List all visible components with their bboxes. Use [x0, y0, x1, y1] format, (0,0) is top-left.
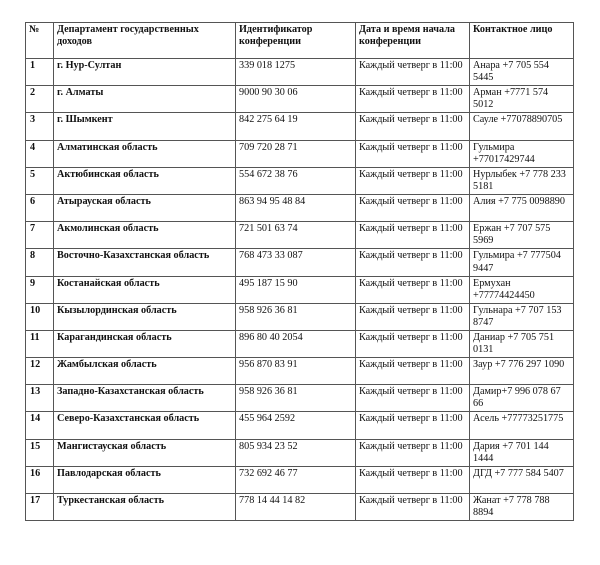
schedule-cell: Каждый четверг в 11:00 [356, 439, 470, 466]
schedule-cell: Каждый четверг в 11:00 [356, 330, 470, 357]
schedule-cell: Каждый четверг в 11:00 [356, 86, 470, 113]
table-row [26, 194, 574, 221]
department-cell: Актюбинская область [54, 167, 236, 194]
conference-id-cell: 842 275 64 19 [236, 113, 356, 140]
schedule-cell: Каждый четверг в 11:00 [356, 385, 470, 412]
row-number: 5 [26, 167, 54, 194]
department-cell: Восточно-Казахстанская область [54, 249, 236, 276]
schedule-cell: Каждый четверг в 11:00 [356, 140, 470, 167]
schedule-cell: Каждый четверг в 11:00 [356, 113, 470, 140]
schedule-cell: Каждый четверг в 11:00 [356, 466, 470, 493]
row-number: 6 [26, 194, 54, 221]
row-number: 8 [26, 249, 54, 276]
table-row [26, 466, 574, 493]
table-row [26, 439, 574, 466]
contact-cell: Гульмира +77017429744 [470, 140, 574, 167]
row-number: 17 [26, 494, 54, 521]
table-row [26, 167, 574, 194]
department-cell: Карагандинская область [54, 330, 236, 357]
header-conference-id: Идентификатор конференции [236, 23, 356, 59]
contact-cell: Даниар +7 705 751 0131 [470, 330, 574, 357]
table-row [26, 59, 574, 86]
department-cell: Атырауская область [54, 194, 236, 221]
row-number: 7 [26, 222, 54, 249]
table-row [26, 222, 574, 249]
schedule-cell: Каждый четверг в 11:00 [356, 249, 470, 276]
table-row [26, 412, 574, 439]
row-number: 10 [26, 303, 54, 330]
header-contact: Контактное лицо [470, 23, 574, 59]
row-number: 9 [26, 276, 54, 303]
department-cell: Алматинская область [54, 140, 236, 167]
row-number: 11 [26, 330, 54, 357]
row-number: 13 [26, 385, 54, 412]
department-cell: Кызылординская область [54, 303, 236, 330]
conference-id-cell: 805 934 23 52 [236, 439, 356, 466]
conference-id-cell: 896 80 40 2054 [236, 330, 356, 357]
row-number: 4 [26, 140, 54, 167]
row-number: 2 [26, 86, 54, 113]
contact-cell: Асель +77773251775 [470, 412, 574, 439]
department-cell: г. Шымкент [54, 113, 236, 140]
contact-cell: Ержан +7 707 575 5969 [470, 222, 574, 249]
header-schedule: Дата и время начала конференции [356, 23, 470, 59]
table-row [26, 249, 574, 276]
conference-id-cell: 554 672 38 76 [236, 167, 356, 194]
schedule-cell: Каждый четверг в 11:00 [356, 494, 470, 521]
row-number: 1 [26, 59, 54, 86]
conference-id-cell: 768 473 33 087 [236, 249, 356, 276]
table-header-row [26, 23, 574, 59]
row-number: 14 [26, 412, 54, 439]
conference-id-cell: 709 720 28 71 [236, 140, 356, 167]
conference-id-cell: 9000 90 30 06 [236, 86, 356, 113]
row-number: 16 [26, 466, 54, 493]
department-cell: Костанайская область [54, 276, 236, 303]
contact-cell: Гульмира +7 777504 9447 [470, 249, 574, 276]
contact-cell: Арман +7771 574 5012 [470, 86, 574, 113]
table-row [26, 86, 574, 113]
contact-cell: Ермухан +77774424450 [470, 276, 574, 303]
row-number: 15 [26, 439, 54, 466]
conference-table [25, 22, 574, 521]
schedule-cell: Каждый четверг в 11:00 [356, 358, 470, 385]
schedule-cell: Каждый четверг в 11:00 [356, 303, 470, 330]
contact-cell: Гульнара +7 707 153 8747 [470, 303, 574, 330]
row-number: 12 [26, 358, 54, 385]
department-cell: Западно-Казахстанская область [54, 385, 236, 412]
department-cell: г. Нур-Султан [54, 59, 236, 86]
department-cell: Туркестанская область [54, 494, 236, 521]
contact-cell: Алия +7 775 0098890 [470, 194, 574, 221]
contact-cell: Дария +7 701 144 1444 [470, 439, 574, 466]
schedule-cell: Каждый четверг в 11:00 [356, 167, 470, 194]
schedule-cell: Каждый четверг в 11:00 [356, 59, 470, 86]
conference-id-cell: 495 187 15 90 [236, 276, 356, 303]
contact-cell: Жанат +7 778 788 8894 [470, 494, 574, 521]
conference-id-cell: 956 870 83 91 [236, 358, 356, 385]
contact-cell: Анара +7 705 554 5445 [470, 59, 574, 86]
table-row [26, 140, 574, 167]
contact-cell: Заур +7 776 297 1090 [470, 358, 574, 385]
table-row [26, 303, 574, 330]
table-row [26, 330, 574, 357]
table-row [26, 276, 574, 303]
header-department: Департамент государственных доходов [54, 23, 236, 59]
department-cell: г. Алматы [54, 86, 236, 113]
row-number: 3 [26, 113, 54, 140]
department-cell: Павлодарская область [54, 466, 236, 493]
contact-cell: Сауле +77078890705 [470, 113, 574, 140]
department-cell: Жамбылская область [54, 358, 236, 385]
schedule-cell: Каждый четверг в 11:00 [356, 276, 470, 303]
schedule-cell: Каждый четверг в 11:00 [356, 222, 470, 249]
contact-cell: Нурлыбек +7 778 233 5181 [470, 167, 574, 194]
conference-id-cell: 778 14 44 14 82 [236, 494, 356, 521]
schedule-cell: Каждый четверг в 11:00 [356, 412, 470, 439]
conference-id-cell: 339 018 1275 [236, 59, 356, 86]
table-row [26, 385, 574, 412]
schedule-cell: Каждый четверг в 11:00 [356, 194, 470, 221]
table-row [26, 113, 574, 140]
conference-id-cell: 863 94 95 48 84 [236, 194, 356, 221]
conference-id-cell: 958 926 36 81 [236, 303, 356, 330]
table-row [26, 358, 574, 385]
table-row [26, 494, 574, 521]
department-cell: Акмолинская область [54, 222, 236, 249]
conference-id-cell: 721 501 63 74 [236, 222, 356, 249]
conference-id-cell: 958 926 36 81 [236, 385, 356, 412]
document-page [25, 22, 574, 521]
conference-id-cell: 455 964 2592 [236, 412, 356, 439]
department-cell: Мангистауская область [54, 439, 236, 466]
contact-cell: ДГД +7 777 584 5407 [470, 466, 574, 493]
department-cell: Северо-Казахстанская область [54, 412, 236, 439]
contact-cell: Дамир+7 996 078 67 66 [470, 385, 574, 412]
conference-id-cell: 732 692 46 77 [236, 466, 356, 493]
header-number: № [26, 23, 54, 59]
